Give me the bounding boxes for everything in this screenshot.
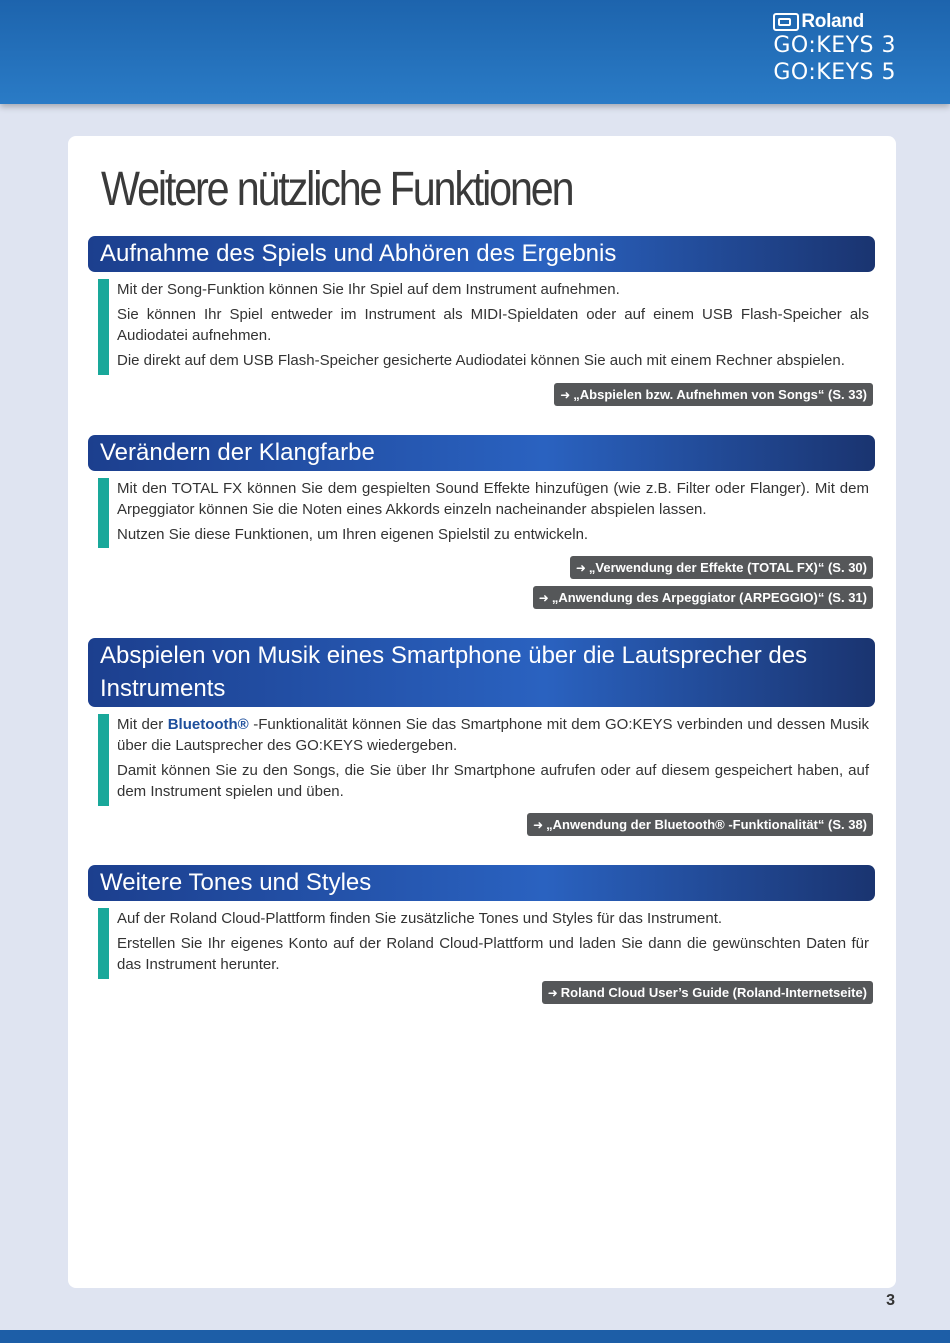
- page-number: 3: [886, 1292, 895, 1309]
- paragraph: Auf der Roland Cloud-Plattform finden Sie zusätzliche Tones und Styles für das Instrument.: [117, 910, 723, 927]
- model-name-1: GO:KEYS 3: [773, 33, 896, 58]
- section-accent-bar: [98, 279, 109, 375]
- roland-logo: [773, 12, 896, 32]
- page-title: Weitere nützliche Funktionen: [101, 163, 573, 216]
- section-body: [88, 908, 875, 975]
- section-heading: Abspielen von Musik eines Smartphone über die Lautsprecher des Instruments: [88, 638, 875, 707]
- reference-link[interactable]: ➜ Roland Cloud User’s Guide (Roland-Internetseite): [542, 981, 873, 1004]
- section-body: [88, 478, 875, 545]
- section-accent-bar: [98, 714, 109, 806]
- right-arrow-icon: ➜: [547, 986, 558, 1000]
- paragraph: Erstellen Sie Ihr eigenes Konto auf der Roland Cloud-Plattform und laden Sie dann die gewünschten Daten für das Instrument herunter.: [117, 935, 869, 973]
- paragraph: Die direkt auf dem USB Flash-Speicher gesicherte Audiodatei können Sie auch mit einem Rechner abspielen.: [117, 352, 845, 369]
- brand-block: [773, 12, 896, 86]
- right-arrow-icon: ➜: [538, 591, 549, 605]
- right-arrow-icon: ➜: [560, 388, 571, 402]
- paragraph: Sie können Ihr Spiel entweder im Instrument als MIDI-Spieldaten oder auf einem USB Flash-Speicher als Audiodatei aufnehmen.: [117, 306, 869, 344]
- roland-logo-icon: [773, 13, 799, 31]
- section-body: [88, 714, 875, 802]
- section-accent-bar: [98, 478, 109, 548]
- bluetooth-term: Bluetooth®: [167, 716, 249, 733]
- model-name-2: GO:KEYS 5: [773, 60, 896, 85]
- section-accent-bar: [98, 908, 109, 979]
- section-tones-styles: [88, 865, 875, 1000]
- footer-bar: [0, 1330, 950, 1343]
- brand-name: Roland: [801, 11, 864, 32]
- reference-link[interactable]: ➜ „Anwendung der Bluetooth® -Funktionalität“ (S. 38): [527, 813, 873, 836]
- right-arrow-icon: ➜: [533, 818, 544, 832]
- reference-link[interactable]: ➜ „Anwendung des Arpeggiator (ARPEGGIO)“ (S. 31): [533, 586, 873, 609]
- section-heading: Aufnahme des Spiels und Abhören des Ergebnis: [88, 236, 875, 272]
- paragraph: Nutzen Sie diese Funktionen, um Ihren eigenen Spielstil zu entwickeln.: [117, 526, 589, 543]
- paragraph: Damit können Sie zu den Songs, die Sie über Ihr Smartphone aufrufen oder auf diesem gespeichert haben, auf dem Instrument spielen und üben.: [117, 762, 869, 800]
- header-bar: [0, 0, 950, 104]
- right-arrow-icon: ➜: [575, 561, 586, 575]
- section-sound: [88, 435, 875, 605]
- reference-link[interactable]: ➜ „Abspielen bzw. Aufnehmen von Songs“ (S. 33): [554, 383, 873, 406]
- section-recording: [88, 236, 875, 402]
- section-heading: Weitere Tones und Styles: [88, 865, 875, 901]
- paragraph: Mit den TOTAL FX können Sie dem gespielten Sound Effekte hinzufügen (wie z.B. Filter oder Flanger). Mit dem Arpeggiator können Sie die Noten eines Akkords einzeln nacheinander abspielen lassen.: [117, 480, 869, 518]
- reference-link[interactable]: ➜ „Verwendung der Effekte (TOTAL FX)“ (S. 30): [570, 556, 873, 579]
- section-body: [88, 279, 875, 371]
- paragraph: Mit der Bluetooth® -Funktionalität können Sie das Smartphone mit dem GO:KEYS verbinden und dessen Musik über die Lautsprecher des GO:KEYS wiedergeben.: [117, 716, 869, 754]
- section-heading: Verändern der Klangfarbe: [88, 435, 875, 471]
- paragraph: Mit der Song-Funktion können Sie Ihr Spiel auf dem Instrument aufnehmen.: [117, 281, 620, 298]
- section-bluetooth: [88, 638, 875, 832]
